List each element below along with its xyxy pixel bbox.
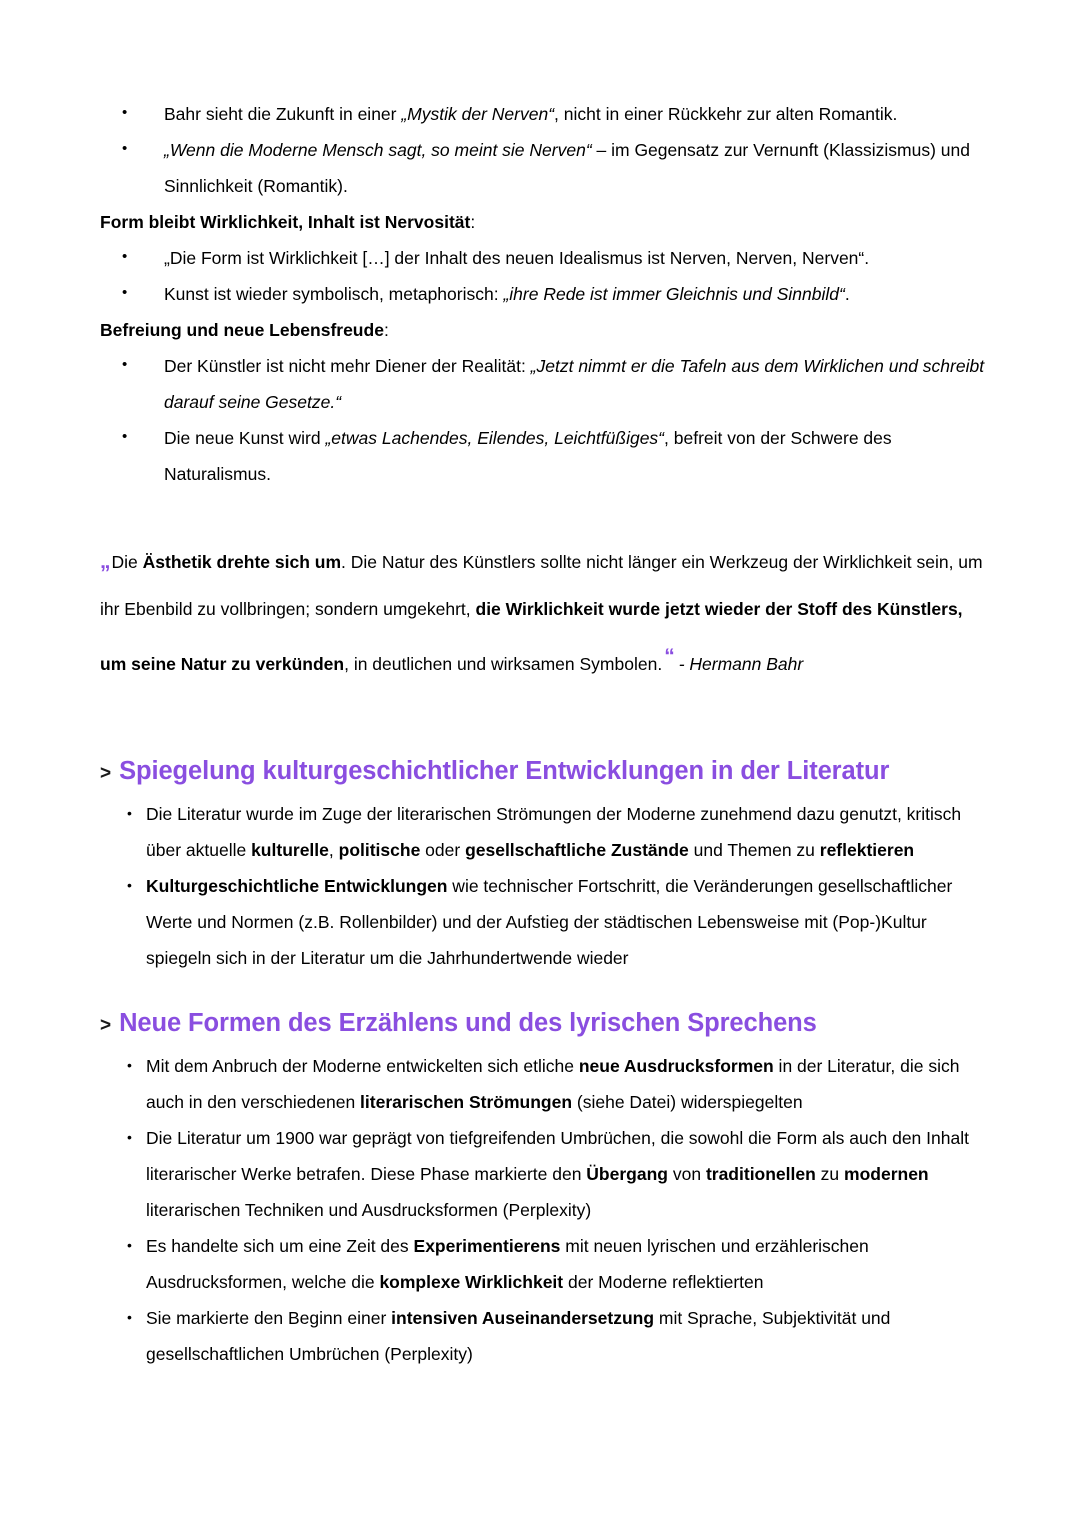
bullet-list-bahr-zukunft: [100, 96, 990, 204]
section-label-befreiung: [100, 312, 990, 348]
bullet-list-spiegelung: [100, 796, 990, 976]
section-label-form: [100, 204, 990, 240]
list-item: • Es handelte sich um eine Zeit des Experimentierens mit neuen lyrischen und erzählerischen Ausdrucksformen, welche die komplexe Wirklichkeit der Moderne reflektierten: [100, 1228, 990, 1300]
section-label-form-colon: :: [470, 212, 476, 232]
heading-spiegelung-title: Spiegelung kulturgeschichtlicher Entwicklungen in der Literatur: [119, 757, 890, 785]
spacer-before-quote: [100, 492, 990, 538]
heading-neue-formen-title: Neue Formen des Erzählens und des lyrischen Sprechens: [119, 1009, 817, 1037]
list-item: • Der Künstler ist nicht mehr Diener der Realität: „Jetzt nimmt er die Tafeln aus dem Wirklichen und schreibt darauf seine Gesetze.“: [100, 348, 990, 420]
list-item: • Bahr sieht die Zukunft in einer „Mystik der Nerven“, nicht in einer Rückkehr zur alten Romantik.: [100, 96, 990, 132]
bullet-list-befreiung: [100, 348, 990, 492]
chevron-right-icon: >: [100, 763, 112, 784]
quote-open-icon: „: [100, 550, 111, 573]
spacer-before-heading-2: [100, 976, 990, 1006]
list-item: • Mit dem Anbruch der Moderne entwickelten sich etliche neue Ausdrucksformen in der Literatur, die sich auch in den verschiedenen literarischen Strömungen (siehe Datei) widerspiegelten: [100, 1048, 990, 1120]
blockquote-body: Die Ästhetik drehte sich um. Die Natur des Künstlers sollte nicht länger ein Werkzeug der Wirklichkeit sein, um ihr Ebenbild zu vollbringen; sondern umgekehrt, die Wirklichkeit wurde jetzt wieder der Stoff des Künstlers, um seine Natur zu verkünden, in deutlichen und wirksamen Symbolen.: [100, 552, 983, 674]
list-item: • Kulturgeschichtliche Entwicklungen wie technischer Fortschritt, die Veränderungen gesellschaftlicher Werte und Normen (z.B. Rollenbilder) und der Aufstieg der städtischen Lebensweise mit (Pop-)Kultur spiegeln sich in der Literatur um die Jahrhundertwende wieder: [100, 868, 990, 976]
spacer-before-heading-1: [100, 688, 990, 754]
list-item: • „Die Form ist Wirklichkeit […] der Inhalt des neuen Idealismus ist Nerven, Nerven, Nerven“.: [100, 240, 990, 276]
section-label-befreiung-text: Befreiung und neue Lebensfreude: [100, 320, 384, 340]
section-label-form-text: Form bleibt Wirklichkeit, Inhalt ist Nervosität: [100, 212, 471, 232]
blockquote-hermann-bahr: [100, 538, 990, 688]
spacer-heading-1: [100, 788, 990, 796]
list-item: • Die Literatur um 1900 war geprägt von tiefgreifenden Umbrüchen, die sowohl die Form als auch den Inhalt literarischer Werke betrafen. Diese Phase markierte den Übergang von traditionellen zu modernen literarischen Techniken und Ausdrucksformen (Perplexity): [100, 1120, 990, 1228]
list-item: • „Wenn die Moderne Mensch sagt, so meint sie Nerven“ – im Gegensatz zur Vernunft (Klassizismus) und Sinnlichkeit (Romantik).: [100, 132, 990, 204]
quote-close-icon: “: [664, 645, 675, 668]
bullet-list-neue-formen: [100, 1048, 990, 1372]
list-item: • Kunst ist wieder symbolisch, metaphorisch: „ihre Rede ist immer Gleichnis und Sinnbild“.: [100, 276, 990, 312]
bullet-list-form: [100, 240, 990, 312]
blockquote-attribution: - Hermann Bahr: [678, 654, 804, 674]
list-item: • Sie markierte den Beginn einer intensiven Auseinandersetzung mit Sprache, Subjektivität und gesellschaftlichen Umbrüchen (Perplexity): [100, 1300, 990, 1372]
heading-spiegelung: [100, 754, 990, 788]
heading-neue-formen: [100, 1006, 990, 1040]
list-item: • Die Literatur wurde im Zuge der literarischen Strömungen der Moderne zunehmend dazu genutzt, kritisch über aktuelle kulturelle, politische oder gesellschaftliche Zustände und Themen zu reflektieren: [100, 796, 990, 868]
section-label-befreiung-colon: :: [383, 320, 389, 340]
list-item: • Die neue Kunst wird „etwas Lachendes, Eilendes, Leichtfüßiges“, befreit von der Schwere des Naturalismus.: [100, 420, 990, 492]
chevron-right-icon-2: >: [100, 1015, 112, 1036]
spacer-heading-2: [100, 1040, 990, 1048]
